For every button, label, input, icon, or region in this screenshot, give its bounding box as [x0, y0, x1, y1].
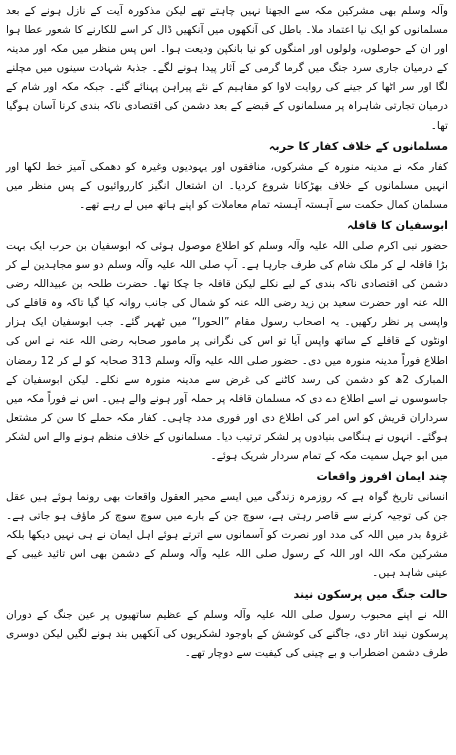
paragraph-faith-events: انسانی تاریخ گواہ ہے کہ روزمرہ زندگی میں ایسے محیر العقول واقعات بھی رونما ہوئے ہیں عقل جن کی توجیہ کرنے سے قاصر رہتی ہے، سوچ جن کے بارے میں سوچ سوچ کر ماؤف ہو جاتی ہے۔ غزوۂ بدر میں اللہ کی مدد اور نصرت کو آسمانوں سے اترتے ہوئے اہل ایمان نے ہی نہیں دیکھا بلکہ مشرکین مکہ اللہ اور اللہ کے رسول صلی اللہ علیہ وآلہ وسلم کے دشمن بھی اس تائید غیبی کے عینی شاہد ہیں۔	[6, 491, 448, 580]
heading-faith-events: چند ایمان افروز واقعات	[316, 470, 448, 484]
heading-abu-sufyan-caravan: ابوسفیان کا قافلہ	[347, 218, 448, 232]
paragraph-intro: وآلہ وسلم بھی مشرکین مکہ سے الجھنا نہیں چاہتے تھے لیکن مذکورہ آیت کے نازل ہونے کے بعد مسلمانوں کو ایک نیا اعتماد ملا۔ باطل کی آنکھوں میں آنکھیں ڈال کر اسے للکارنے کا شعور عطا ہوا اور ان کے حوصلوں، ولولوں اور امنگوں کو نیا بانکپن ودیعت ہوا۔ اس پس منظر میں مکہ اور مدینہ کے درمیان جاری سرد جنگ میں گرما گرمی کے آثار پیدا ہونے لگے۔ جذبۂ شہادت سینوں میں مچلنے لگا اور سر اٹھا کر جینے کی روایت لاوا کو مفاہیم کے نئے پیراہن پہنائے گئے۔ جبکہ مکہ اور شام کے درمیان تجارتی شاہراہ پر مسلمانوں کے قبضے کے بعد دشمن کی اقتصادی ناکہ بندی کرنا آسان ہوگیا تھا۔	[6, 5, 448, 132]
paragraph-peaceful-sleep: اللہ نے اپنے محبوب رسول صلی اللہ علیہ وآلہ وسلم کے عظیم ساتھیوں پر عین جنگ کے دوران پرسکون نیند اتار دی، جاگنے کی کوشش کے باوجود لشکریوں کی آنکھیں بند ہونے لگیں لیکن دوسری طرف دشمن اضطراب و بے چینی کی کیفیت سے دوچار تھے۔	[6, 608, 448, 659]
heading-peaceful-sleep: حالت جنگ میں پرسکون نیند	[293, 587, 448, 601]
heading-kuffar-strategy: مسلمانوں کے خلاف کفار کا حربہ	[268, 139, 448, 153]
paragraph-abu-sufyan-caravan: حضور نبی اکرم صلی اللہ علیہ وآلہ وسلم کو اطلاع موصول ہوئی کہ ابوسفیان بن حرب ایک بہت بڑا قافلہ لے کر ملک شام کی طرف جارہا ہے۔ آپ صلی اللہ علیہ وآلہ وسلم دو سو مجاہدین لے کر دشمن کی اقتصادی ناکہ بندی کے لیے نکلے لیکن قافلہ جا چکا تھا۔ حضرت طلحہ بن عبیداللہ رضی اللہ عنہ اور حضرت سعید بن زید رضی اللہ عنہ کو شمال کی جانب روانہ کیا گیا تاکہ وہ قافلے کی واپسی پر نظر رکھیں۔ یہ اصحاب رسول مقام ”الحورا“ میں ٹھہر گئے۔ جب ابوسفیان ایک ہزار اونٹوں کے قافلے کے ساتھ واپس آیا تو اس کی نگرانی پر مامور صحابہ رضی اللہ عنہ نے اس کی اطلاع فوراً مدینہ منورہ میں دی۔ حضور صلی اللہ علیہ وآلہ وسلم 313 صحابہ کو لے کر 12 رمضان المبارک 2ھ کو دشمن کی رسد کاٹنے کی غرض سے مدینہ منورہ سے نکلے۔ لیکن ابوسفیان کے جاسوسوں نے اسے اطلاع دے دی کہ مسلمان قافلہ پر حملہ آور ہونے والے ہیں۔ اس نے فوراً مکہ میں سرداران قریش کو اس امر کی اطلاع دی اور فوری مدد چاہی۔ کفار مکہ حملے کا سن کر مشتعل ہوگئے۔ انہوں نے ہنگامی بنیادوں پر لشکر ترتیب دیا۔ مسلمانوں کے خلاف منظم ہونے والے اس لشکر میں ابو جہل سمیت مکہ کے تمام سردار شریک ہوئے۔	[6, 239, 448, 462]
paragraph-kuffar-strategy: کفار مکہ نے مدینہ منورہ کے مشرکوں، منافقوں اور یہودیوں وغیرہ کو دھمکی آمیز خط لکھا اور انہیں مسلمانوں کے خلاف بھڑکانا شروع کردیا۔ ان اشتعال انگیز کارروائیوں کے پس منظر میں مسلمان کمال حکمت سے آہستہ آہستہ تمام معاملات کو اپنے ہاتھ میں لے رہے تھے۔	[6, 160, 448, 211]
